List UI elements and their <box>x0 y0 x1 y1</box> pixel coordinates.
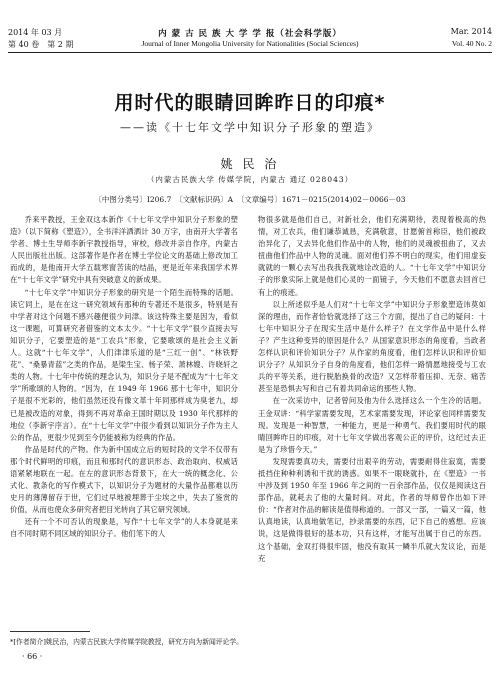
author-footnote: *[作者简介]姚民治，内蒙古民族大学传媒学院教授，研究方向为新闻评论学。 <box>10 638 243 646</box>
paragraph: 物很多就是他们自己，对新社会，他们充满期待，表现着极高的热情，对工农兵，他们谦恭诚恳，充满敬意，甘愿俯首称臣，他们被政治异化了，又去异化他们作品中的人物，他们的灵魂被扭曲了，又去扭曲他们作品中人物的灵魂。面对他们养不明白的现实，他们用虚妄就就的一颗心去写出我我我就地诠改造的人。“十七年文学”中知识分子的形象实际上就是他们心灵的一面镜子，今天他们不愿意去回首已有上的痕迹。 <box>258 215 486 297</box>
header-date: 2014 年 03 月 <box>8 28 63 37</box>
journal-name-en: Journal of Inner Mongolia University for Nationalities (Social Sciences) <box>141 39 359 48</box>
paragraph: 在一次采访中，记者曾问及他为什么选择这么一个生冷的话题。王金双讲：“科学家需要发现，艺术家需要发现，评论家也同样需要发现。发现是一种智慧，一种能力，更是一种勇气。我们要用时代的眼睛回眸昨日的印痕，对十七年文学做出客观公正的评价，这纪过去正是为了珍惜今天。” <box>258 396 486 454</box>
paragraph: 还有一个不可否认的现象是，写作“十七年文学”的人本身就是来自不同时期不同区域的知识分子。他们笔下的人 <box>10 517 238 539</box>
header-volume-cn: 第 40 卷 第 2 期 <box>8 40 74 49</box>
page-number: · 66 · <box>22 652 43 661</box>
header-volume-en: Vol. 40 No. 2 <box>451 39 492 48</box>
author-affiliation: （内蒙古民族大学 传媒学院，内蒙古 通辽 028043） <box>146 175 354 184</box>
classification-meta: 〔中图分类号〕I206.7 〔文献标识码〕A 〔文章编号〕1671－0215(2014)02－0066－03 <box>94 195 406 204</box>
header-date-en: Mar. 2014 <box>450 27 492 36</box>
body-column-left <box>10 214 238 541</box>
paragraph: “十七年文学”中知识分子形象的研究是一个陌生而特殊的话题。读它同上，是在在这一研究领域有那种的专著还不是很多，特别是有中学者对这个问题不感兴趣便很少问津。该这特殊主要是因为，看似这一课题，可算研究者借鉴的文本太少。“十七年文学”很少直接去写知识分子，它要塑造的是“工农兵”形象，它要歌颂的是社会主义新人。这就“十七年文学”，人们津津乐道的是“三红一创”、“林铁野花”、“桑暴青蓝”之类的作品，是梁生宝、杨子荣、萧林嫂、许晓轩之类的人物。十七年中传统的理念认为，知识分子是不配成为“十七年文学”所歌颂的人物的。“因为，在 1949 年 1966 那十七年中，知识分子是很不光彩的，他们虽然还没有像文革十年同那样成为臭老九，却已是被改造的对象，得到不再对革命王国时期以及 1930 年代那样的地位（李新宇序言）。在“十七年文学”中很少看到以知识分子作为主人公的作品，更很少见到至今仍能被称为经典的作品。 <box>10 287 238 442</box>
article-title: 用时代的眼睛回眸昨日的印痕* <box>114 92 386 114</box>
footnote-rule <box>10 631 90 632</box>
article-subtitle: ——读《十七年文学中知识分子形象的塑造》 <box>120 121 380 134</box>
paragraph: 以上所述似乎是人们对“十七年文学”中知识分子形象塑造讳莫如深的理由，而作者恰恰就选择了这三个方面，提出了自己的疑问：十七年中知识分子在现实生活中是什么样子？在文学作品中是什么样子？产生这种变异的原因是什么？从国家意识形态的角度看，当政者怎样认识和评价知识分子？从作家的角度看，他们怎样认识和评价知识分子？从知识分子自身的角度看，他们怎样一路情愿地接受与工农兵的平等关系，进行脱胎换骨的改造？又怎样带着压抑、无奈、痛苦甚至是恐惧去写和自己有着共同命运的那些人物。 <box>258 299 486 394</box>
author-name: 姚 民 治 <box>220 157 280 171</box>
running-header-en <box>8 39 492 50</box>
journal-name-cn: 内 蒙 古 民 族 大 学 学 报（社会科学版） <box>158 29 342 39</box>
body-column-right <box>258 214 486 565</box>
header-rule <box>8 52 492 53</box>
running-header-cn <box>8 27 492 37</box>
paragraph: 发现需要真功夫，需要付出艰辛的劳动，需要耐得住寂寞，需要抵挡住种种利诱和干扰的诱惑。如果不一眼晓就扑，在《塑造》一书中涉及到 1950 年至 1966 年之间的一百余部作品，仅仅是阅读这百部作品，就耗去了他的大量时间。对此，作者的导师曾作出如下评价：“作者对作品的解读是值得称道的。一部又一部，一篇又一篇，他认真地读，认真地做笔记，抄录需要的东西，记下自己的感想。应该说，这是做得很好的基本功，只有这样，才能写出属于自己的东西。这个基础，金双打得很牢固，他没有取其一鳞半爪就大发议论，而是充 <box>258 456 486 563</box>
paragraph: 乔来平教授，王金双这本新作《十七年文学中知识分子形象的塑造》（以下简称《塑造》），全书洋洋洒洒计 30 万字，由南开大学著名学者、博士生导师李新宇教授指导，审校，修改并亲自作序，内蒙古人民出版社出版。这部著作是作者在博士学位论文的基础上修改加工而成的，是他南开大学五载寒窗苦读的结晶，更是近年来我国学术界在“十七年文学”研究中具有突破意义的新成果。 <box>10 215 238 285</box>
paragraph: 作品是时代的产物。作为新中国成立后的短时段的文学不仅带有那个时代鲜明的印痕，而且和那时代的意识形态、政治取向、权威话语紧紧地联在一起。在左的意识形态背景下，在大一统的概念化、公式化、教条化的写作模式下，以知识分子为题材的大量作品都难以历史月的薄薄留存于世，它们过早地被埋葬于尘埃之中，失去了鉴赏的价值，从而也使众多研究者把目光转向了其它研究领域。 <box>10 444 238 515</box>
